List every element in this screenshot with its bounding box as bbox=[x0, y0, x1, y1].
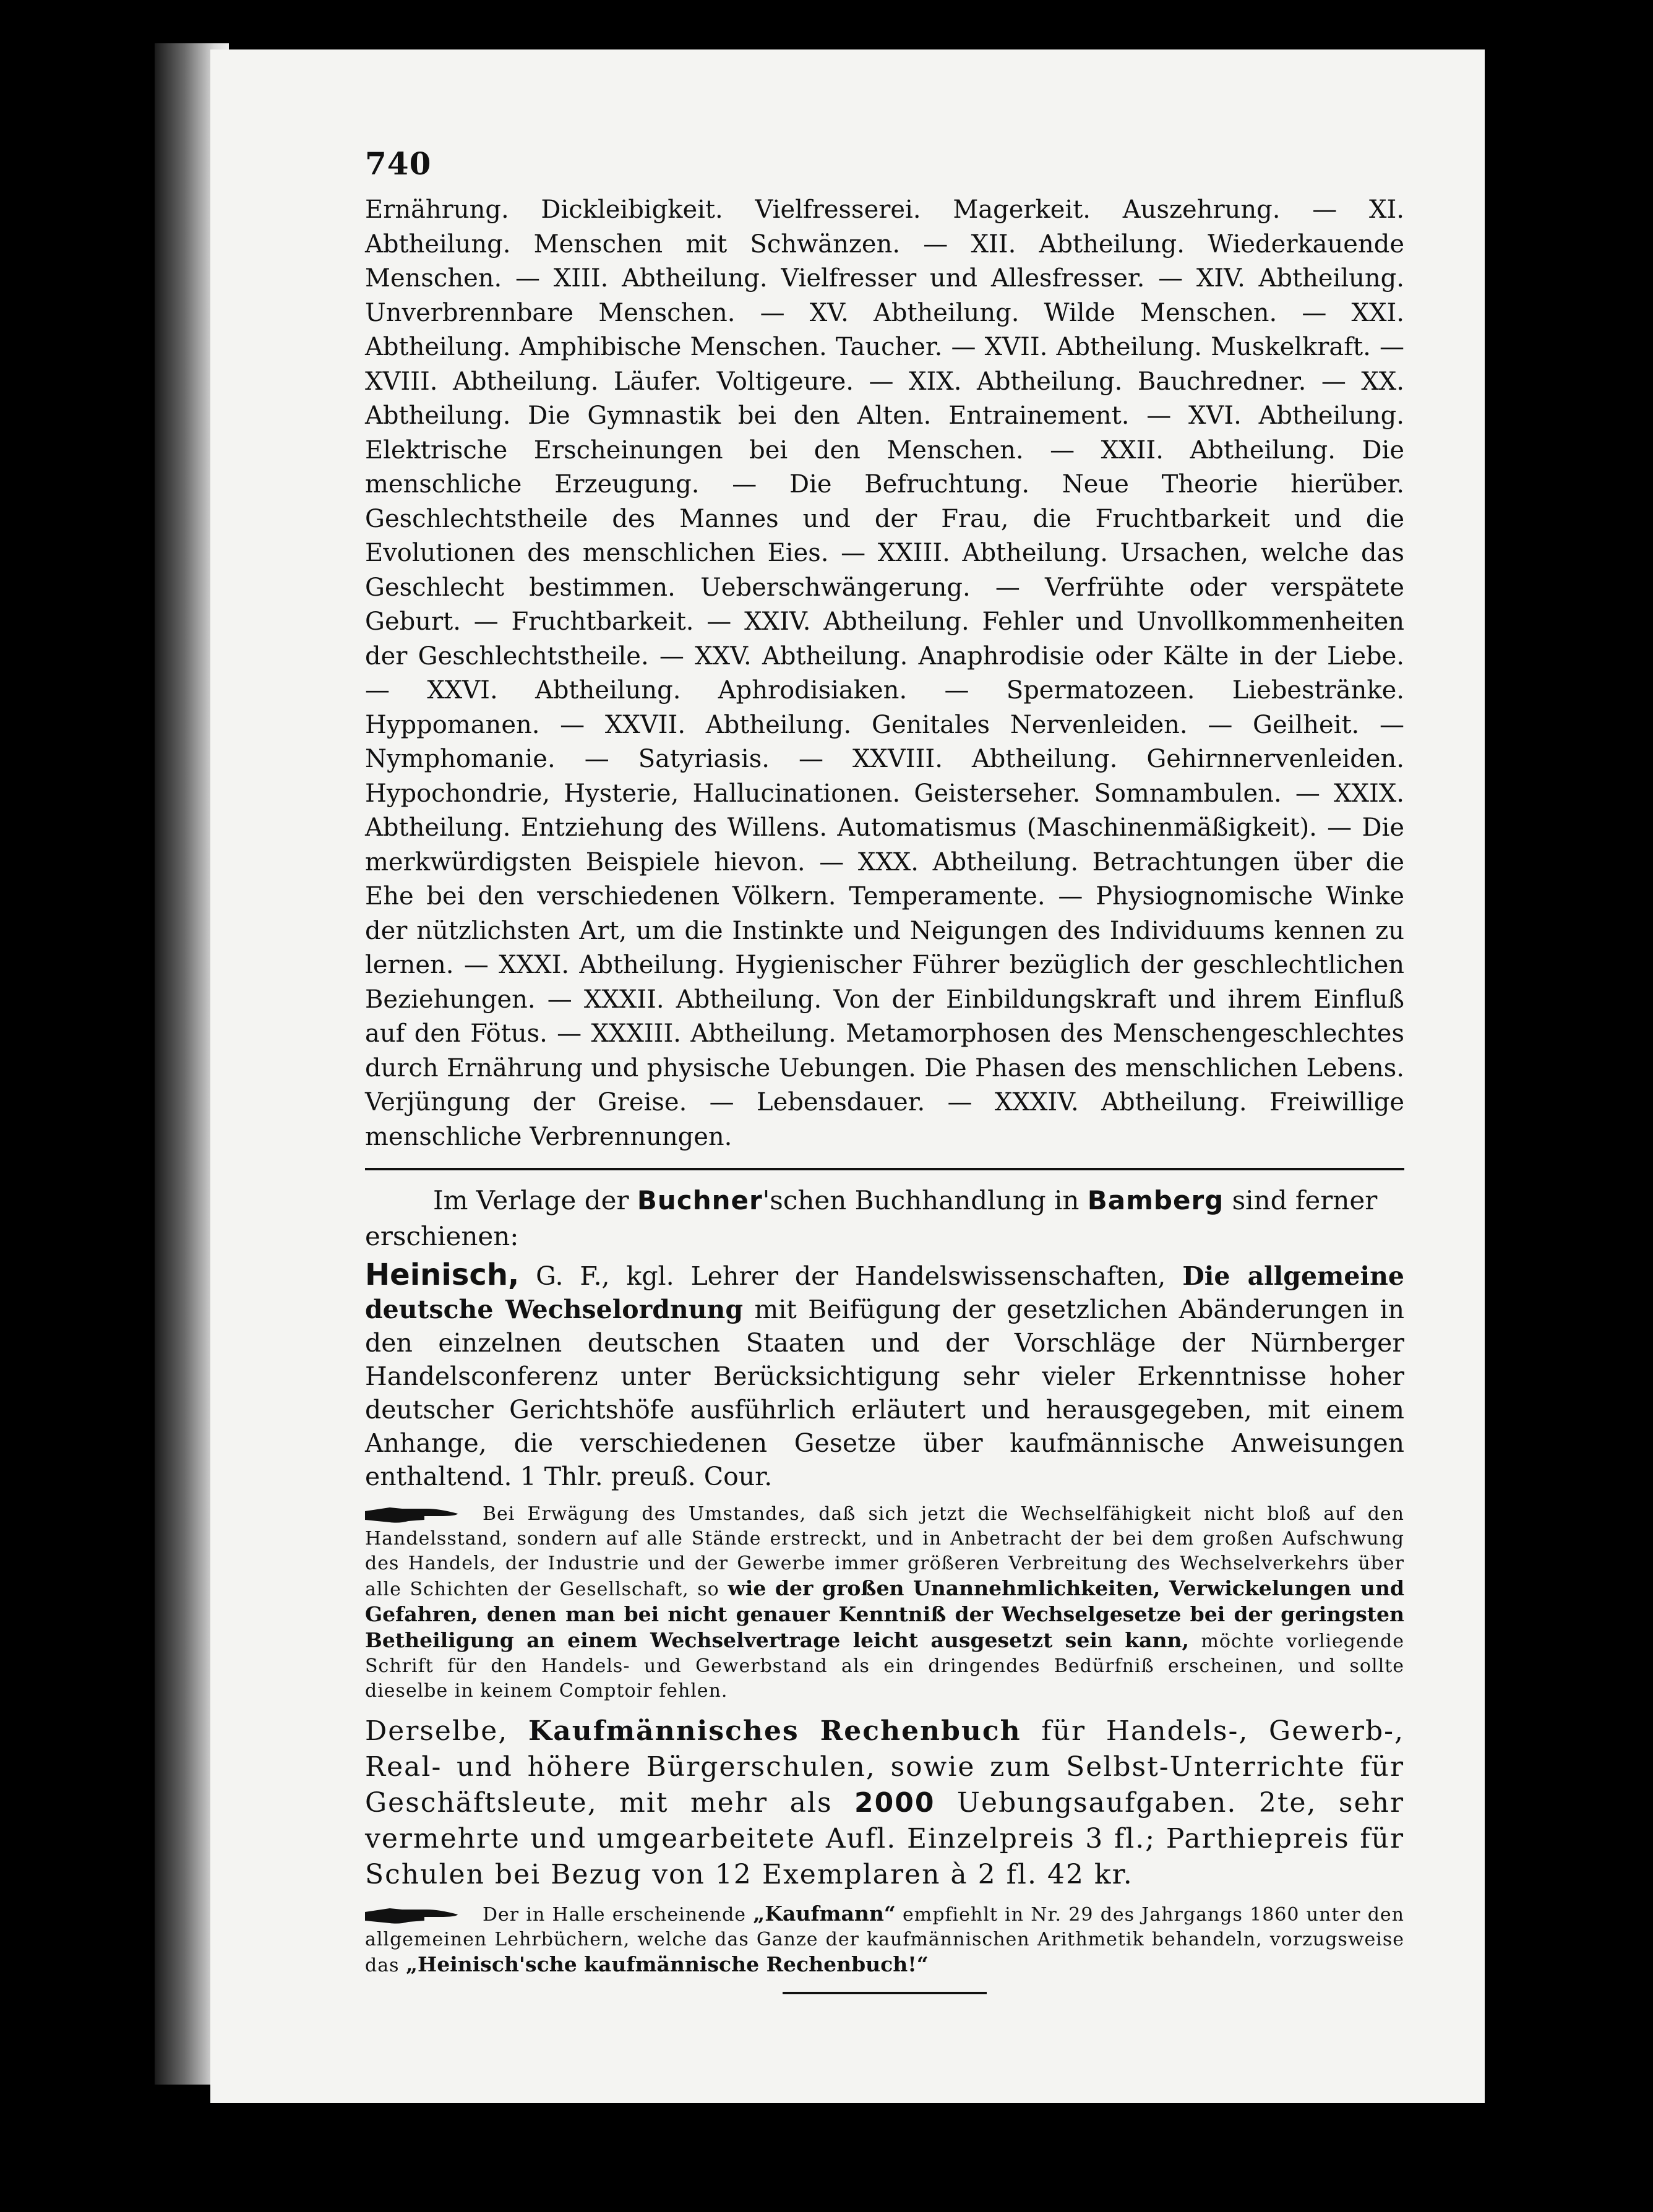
pointing-hand-icon bbox=[365, 1906, 458, 1926]
note-text-post: möchte vorliegende Schrift für den Handels- und Gewerbstand als ein dringendes Bedürfniß erscheinen, und sollte dieselbe in keinem Comptoir fehlen. bbox=[365, 1631, 1404, 1702]
exercise-count: 2000 bbox=[854, 1787, 935, 1819]
review-text-mid: empfiehlt in Nr. 29 des Jahrgangs 1860 unter den allgemeinen Lehrbüchern, welche das Ganze der kaufmännischen Arithmetik behandeln, vorzugsweise das bbox=[365, 1904, 1404, 1976]
recommendation-note bbox=[365, 1502, 1404, 1704]
intro-mid: 'schen Buchhandlung in bbox=[762, 1185, 1080, 1215]
book-entry-rechenbuch bbox=[365, 1713, 1404, 1893]
book-page bbox=[210, 49, 1485, 2103]
review-book: „Heinisch'sche kaufmännische Rechenbuch!“ bbox=[406, 1952, 929, 1976]
book-title: Die allgemeine deutsche Wechselordnung bbox=[365, 1261, 1404, 1324]
entry-lead: Derselbe, bbox=[365, 1715, 509, 1747]
intro-pre: Im Verlage der bbox=[433, 1185, 629, 1215]
book-price: 1 Thlr. preuß. Cour. bbox=[520, 1462, 773, 1491]
review-journal: „Kaufmann“ bbox=[753, 1901, 896, 1926]
author-name: Heinisch, bbox=[365, 1258, 520, 1292]
entry-text-b: Uebungsaufgaben. 2te, sehr vermehrte und umgearbeitete Aufl. Einzelpreis 3 fl.; Parthiepreis für Schulen bei Bezug von 12 Exemplaren à 2 fl. 42 kr. bbox=[365, 1787, 1404, 1890]
book-entry-heinisch bbox=[365, 1258, 1404, 1493]
end-divider bbox=[783, 1992, 987, 1994]
publisher-name: Buchner bbox=[637, 1185, 763, 1215]
pointing-hand-icon bbox=[365, 1505, 458, 1525]
page-content bbox=[365, 145, 1404, 1994]
publisher-announcement bbox=[365, 1183, 1404, 1254]
section-divider bbox=[365, 1168, 1404, 1170]
author-info: G. F., kgl. Lehrer der Handelswissenschaften, bbox=[536, 1261, 1166, 1291]
book-title-rechenbuch: Kaufmännisches Rechenbuch bbox=[528, 1715, 1021, 1747]
note-text-pre: Bei Erwägung des Umstandes, daß sich jetzt die Wechselfähigkeit nicht bloß auf den Handelsstand, sondern auf alle Stände erstreckt, und in Anbetracht der bei dem großen Aufschwung des Handels, der Industrie und der Gewerbe immer größeren Verbreitung des Wechselverkehrs über alle Schichten der Gesellschaft, so bbox=[365, 1503, 1404, 1600]
book-description: mit Beifügung der gesetzlichen Abänderungen in den einzelnen deutschen Staaten und der Vorschläge der Nürnberger Handelsconferenz unter Berücksichtigung sehr vieler Erkenntnisse hoher deutscher Gerichtshöfe ausführlich erläutert und herausgegeben, mit einem Anhange, die verschiedenen Gesetze über kaufmännische Anweisungen enthaltend. bbox=[365, 1295, 1404, 1491]
review-note bbox=[365, 1901, 1404, 1978]
note-text-emphasis: wie der großen Unannehmlichkeiten, Verwickelungen und Gefahren, denen man bei nicht genauer Kenntniß der Wechselgesetze bei der geringsten Betheiligung an einem Wechselvertrage leicht ausgesetzt sein kann, bbox=[365, 1576, 1404, 1652]
page-number: 740 bbox=[365, 145, 432, 182]
review-text-pre: Der in Halle erscheinende bbox=[483, 1904, 747, 1926]
intro-post: sind ferner erschienen: bbox=[365, 1185, 1378, 1251]
table-of-contents-text: Ernährung. Dickleibigkeit. Vielfresserei. Magerkeit. Auszehrung. — XI. Abtheilung. Menschen mit Schwänzen. — XII. Abtheilung. Wiederkauende Menschen. — XIII. Abtheilung. Vielfresser und Allesfresser. — XIV. Abtheilung. Unverbrennbare Menschen. — XV. Abtheilung. Wilde Menschen. — XXI. Abtheilung. Amphibische Menschen. Taucher. — XVII. Abtheilung. Muskelkraft. — XVIII. Abtheilung. Läufer. Voltigeure. — XIX. Abtheilung. Bauchredner. — XX. Abtheilung. Die Gymnastik bei den Alten. Entrainement. — XVI. Abtheilung. Elektrische Erscheinungen bei den Menschen. — XXII. Abtheilung. Die menschliche Erzeugung. — Die Befruchtung. Neue Theorie hierüber. Geschlechtstheile des Mannes und der Frau, die Fruchtbarkeit und die Evolutionen des menschlichen Eies. — XXIII. Abtheilung. Ursachen, welche das Geschlecht bestimmen. Ueberschwängerung. — Verfrühte oder verspätete Geburt. — Fruchtbarkeit. — XXIV. Abtheilung. Fehler und Unvollkommenheiten der Geschlechtstheile. — XXV. Abtheilung. Anaphrodisie oder Kälte in der Liebe. — XXVI. Abtheilung. Aphrodisiaken. — Spermatozeen. Liebestränke. Hyppomanen. — XXVII. Abtheilung. Genitales Nervenleiden. — Geilheit. — Nymphomanie. — Satyriasis. — XXVIII. Abtheilung. Gehirnnervenleiden. Hypochondrie, Hysterie, Hallucinationen. Geisterseher. Somnambulen. — XXIX. Abtheilung. Entziehung des Willens. Automatismus (Maschinenmäßigkeit). — Die merkwürdigsten Beispiele hievon. — XXX. Abtheilung. Betrachtungen über die Ehe bei den verschiedenen Völkern. Temperamente. — Physiognomische Winke der nützlichsten Art, um die Instinkte und Neigungen des Individuums kennen zu lernen. — XXXI. Abtheilung. Hygienischer Führer bezüglich der geschlechtlichen Beziehungen. — XXXII. Abtheilung. Von der Einbildungskraft und ihrem Einfluß auf den Fötus. — XXXIII. Abtheilung. Metamorphosen des Menschengeschlechtes durch Ernährung und physische Uebungen. Die Phasen des menschlichen Lebens. Verjüngung der Greise. — Lebensdauer. — XXXIV. Abtheilung. Freiwillige menschliche Verbrennungen. bbox=[365, 195, 1404, 1151]
entry-text-a: für Handels-, Gewerb-, Real- und höhere Bürgerschulen, sowie zum Selbst-Unterrichte für Geschäftsleute, mit mehr als bbox=[365, 1715, 1404, 1819]
publisher-city: Bamberg bbox=[1087, 1185, 1224, 1215]
